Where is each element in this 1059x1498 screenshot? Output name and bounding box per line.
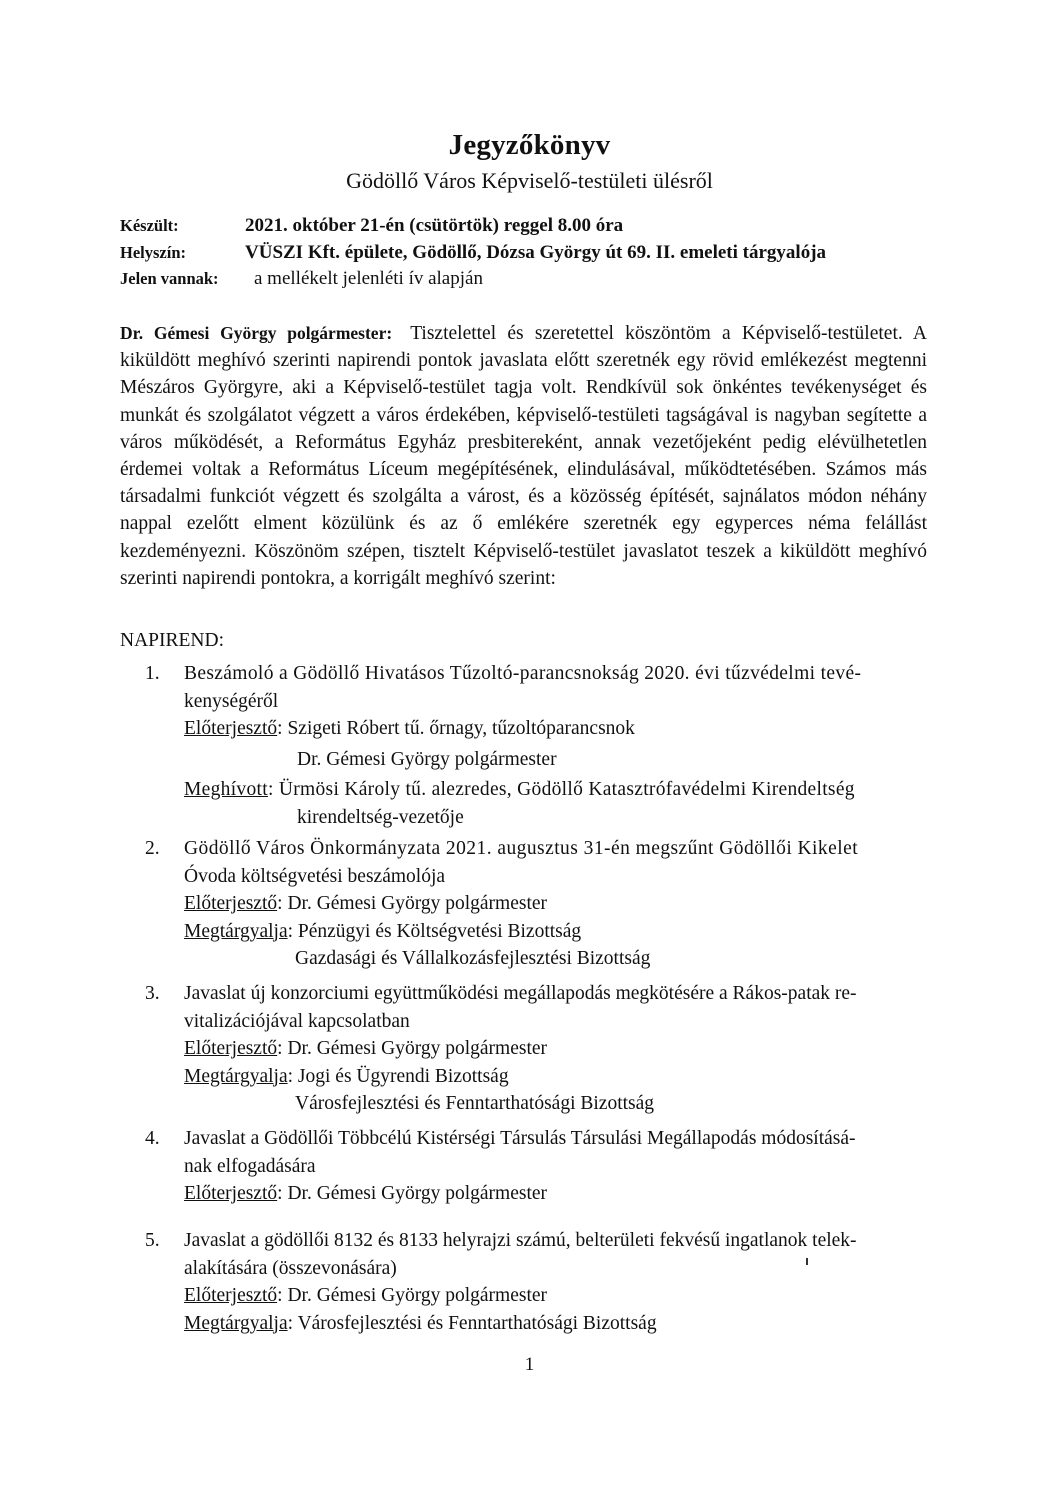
colon: : — [277, 1038, 288, 1059]
committee-name: Pénzügyi és Költségvetési Bizottság — [297, 920, 582, 942]
agenda-item-number: 1. — [145, 663, 160, 684]
presenter-line — [184, 890, 927, 918]
meta-label: Készült: — [120, 216, 179, 235]
presenter-line — [184, 715, 927, 743]
colon: : — [287, 1312, 298, 1334]
agenda-item — [145, 1227, 927, 1337]
presenter-line — [184, 1282, 927, 1310]
agenda-item-number: 4. — [145, 1128, 160, 1149]
speaker-name: Dr. Gémesi György polgármester: — [120, 323, 393, 343]
meta-value: VÜSZI Kft. épülete, Gödöllő, Dózsa György út 69. II. emeleti tárgyalója — [245, 242, 827, 263]
discuss-line — [184, 918, 927, 946]
discuss-label: Megtárgyalja — [184, 1065, 288, 1087]
presenter-name: Dr. Gémesi György polgármester — [287, 1285, 548, 1306]
colon: : — [267, 779, 279, 800]
presenter-name: Dr. Gémesi György polgármester — [297, 748, 557, 770]
colon: : — [287, 920, 298, 942]
presenter-name: Szigeti Róbert tű. őrnagy, tűzoltóparancsnok — [287, 718, 635, 739]
colon: : — [277, 893, 288, 914]
scan-mark — [806, 1258, 808, 1265]
colon: : — [277, 1285, 288, 1306]
opening-paragraph — [120, 320, 927, 592]
meta-label: Helyszín: — [120, 243, 186, 262]
discuss-label: Megtárgyalja — [184, 920, 288, 942]
presenter-line — [184, 1180, 927, 1208]
discuss-line — [184, 1063, 927, 1091]
committee-name: Jogi és Ügyrendi Bizottság — [297, 1065, 509, 1087]
agenda-item-title-cont: alakítására (összevonására) — [184, 1257, 397, 1279]
invited-name-cont: kirendeltség-vezetője — [297, 806, 464, 828]
page-number: 1 — [524, 1354, 535, 1375]
agenda-item-title: Javaslat a gödöllői 8132 és 8133 helyrajzi számú, belterületi fekvésű ingatlanok telek- — [184, 1230, 857, 1251]
invited-line — [184, 776, 927, 804]
presenter-label: Előterjesztő — [184, 1038, 278, 1059]
meta-value: 2021. október 21-én (csütörtök) reggel 8.00 óra — [245, 215, 624, 236]
agenda-heading: NAPIREND: — [120, 630, 225, 651]
meta-label: Jelen vannak: — [120, 269, 219, 288]
colon: : — [277, 1183, 288, 1204]
invited-name: Ürmösi Károly tű. alezredes, Gödöllő Katasztrófavédelmi Kirendeltség — [278, 779, 855, 800]
presenter-name: Dr. Gémesi György polgármester — [287, 893, 548, 914]
invited-label: Meghívott — [184, 779, 268, 800]
agenda-item-title: Gödöllő Város Önkormányzata 2021. augusztus 31-én megszűnt Gödöllői Kikelet — [184, 838, 859, 859]
committee-name: Gazdasági és Vállalkozásfejlesztési Bizottság — [295, 948, 651, 969]
presenter-name: Dr. Gémesi György polgármester — [287, 1038, 548, 1059]
agenda-item-title-cont: Óvoda költségvetési beszámolója — [184, 865, 446, 887]
committee-name: Városfejlesztési és Fenntarthatósági Bizottság — [295, 1093, 655, 1114]
agenda-item — [145, 835, 927, 973]
agenda-item-number: 3. — [145, 983, 160, 1004]
meta-value: a mellékelt jelenléti ív alapján — [254, 268, 483, 289]
agenda-item-title-cont: nak elfogadására — [184, 1155, 316, 1177]
agenda-item-title-cont: vitalizációjával kapcsolatban — [184, 1010, 410, 1032]
agenda-item — [145, 660, 927, 831]
discuss-line — [184, 1310, 927, 1338]
presenter-label: Előterjesztő — [184, 1183, 278, 1204]
agenda-item-title: Javaslat új konzorciumi együttműködési megállapodás megkötésére a Rákos-patak re- — [184, 983, 857, 1004]
speech-text: Tisztelettel és szeretettel köszöntöm a Képviselő-testületet. A kiküldött meghívó szerinti napirendi pontok javaslata előtt szeretnék egy rövid emlékezést megtenni Mészáros Györgyre, aki a Képviselő-testület tagja volt. Rendkívül sok önkéntes tevékenységet és munkát és szolgálatot végzett a város érdekében, képviselő-testületi tagságával is nagyban segítette a város működését, a Református Egyház presbitereként, annak vezetőjeként pedig elévülhetetlen érdemei voltak a Református Líceum megépítésének, elindulásával, működtetésében. Számos más társadalmi funkciót végzett és szolgálta a várost, és a közösség építését, sajnálatos módon néhány nappal ezelőtt elment közülünk és az ő emlékére szeretnék egy egyperces néma felállást kezdeményezni. Köszönöm szépen, tisztelt Képviselő-testület javaslatot teszek a kiküldött meghívó szerinti napirendi pontokra, a korrigált meghívó szerint: — [120, 323, 927, 589]
agenda-item-number: 5. — [145, 1230, 160, 1251]
agenda-item-title: Beszámoló a Gödöllő Hivatásos Tűzoltó-parancsnokság 2020. évi tűzvédelmi tevé- — [184, 663, 862, 684]
presenter-name: Dr. Gémesi György polgármester — [287, 1183, 548, 1204]
committee-name: Városfejlesztési és Fenntarthatósági Bizottság — [297, 1312, 657, 1334]
agenda-item — [145, 980, 927, 1118]
agenda-item-title: Javaslat a Gödöllői Többcélú Kistérségi Társulás Társulási Megállapodás módosításá- — [184, 1128, 856, 1149]
discuss-label: Megtárgyalja — [184, 1312, 288, 1334]
presenter-line — [184, 1035, 927, 1063]
presenter-label: Előterjesztő — [184, 893, 278, 914]
colon: : — [277, 718, 288, 739]
presenter-label: Előterjesztő — [184, 718, 278, 739]
agenda-item-number: 2. — [145, 838, 160, 859]
agenda-item-title-cont: kenységéről — [184, 690, 279, 712]
document-subtitle: Gödöllő Város Képviselő-testületi ülésről — [346, 168, 713, 193]
agenda-item — [145, 1125, 927, 1208]
colon: : — [287, 1065, 298, 1087]
presenter-label: Előterjesztő — [184, 1285, 278, 1306]
document-title: Jegyzőkönyv — [448, 129, 611, 161]
